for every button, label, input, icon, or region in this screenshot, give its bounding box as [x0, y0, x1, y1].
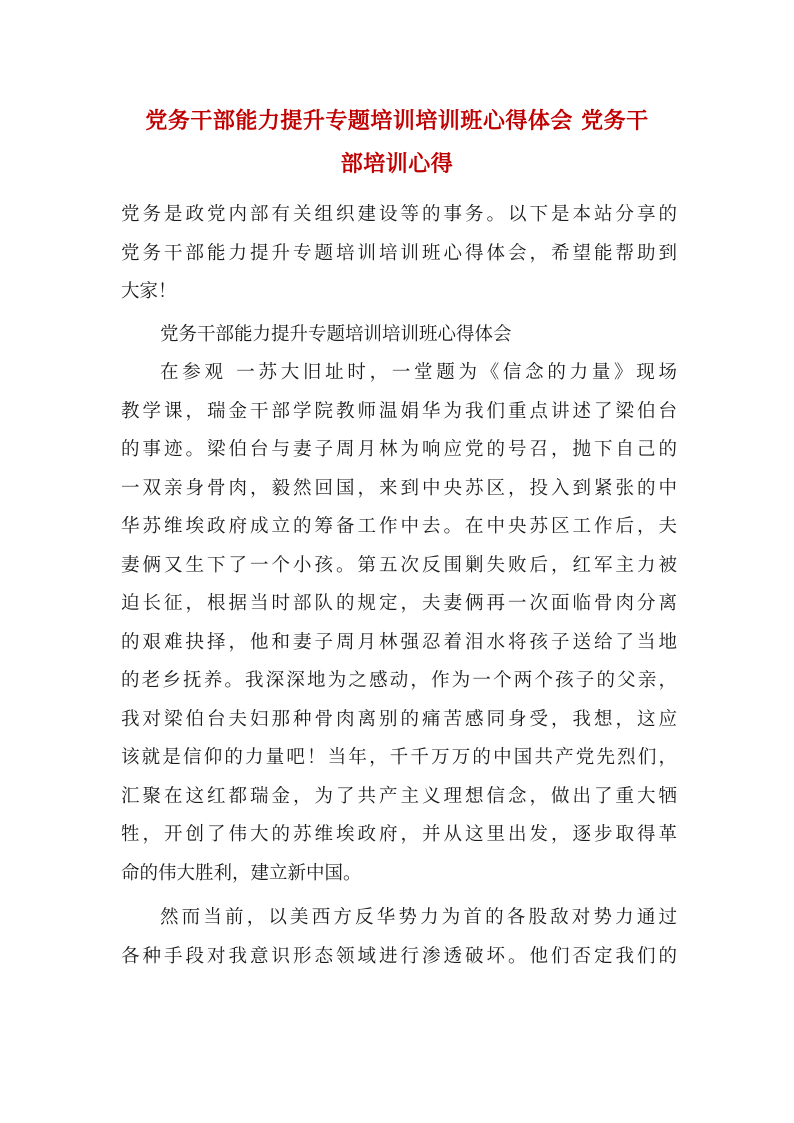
- text-line: 牲，开创了伟大的苏维埃政府，并从这里出发，逐步取得革: [121, 824, 677, 845]
- text-line: 党务是政党内部有关组织建设等的事务。以下是本站分享的: [121, 204, 677, 225]
- text-line: 在参观 一苏大旧址时，一堂题为《信念的力量》现场: [160, 362, 677, 383]
- title-line-1: 党务干部能力提升专题培训培训班心得体会 党务干: [145, 108, 649, 134]
- text-line: 妻俩又生下了一个小孩。第五次反围剿失败后，红军主力被: [121, 554, 677, 576]
- text-line: 一双亲身骨肉，毅然回国，来到中央苏区，投入到紧张的中: [121, 477, 677, 499]
- document-title: [110, 100, 684, 186]
- text-line: 党务干部能力提升专题培训培训班心得体会，希望能帮助到: [121, 242, 677, 264]
- text-line: 然而当前，以美西方反华势力为首的各股敌对势力通过: [160, 907, 677, 928]
- text-line: 各种手段对我意识形态领域进行渗透破坏。他们否定我们的: [121, 945, 677, 967]
- text-line: 该就是信仰的力量吧！当年，千千万万的中国共产党先烈们，: [121, 747, 677, 768]
- document-body: [121, 196, 677, 976]
- text-line: 的老乡抚养。我深深地为之感动，作为一个两个孩子的父亲，: [121, 670, 677, 691]
- paragraph-2: [121, 899, 677, 976]
- text-line: 命的伟大胜利，建立新中国。: [121, 862, 362, 884]
- text-line: 我对梁伯台夫妇那种骨肉离别的痛苦感同身受，我想，这应: [121, 708, 677, 730]
- text-line: 教学课，瑞金干部学院教师温娟华为我们重点讲述了梁伯台: [121, 400, 677, 422]
- intro-paragraph: [121, 196, 677, 312]
- title-line-2: 部培训心得: [340, 151, 454, 177]
- text-line: 的艰难抉择，他和妻子周月林强忍着泪水将孩子送给了当地: [121, 631, 677, 653]
- paragraph-1: [121, 354, 677, 893]
- text-line: 汇聚在这红都瑞金，为了共产主义理想信念，做出了重大牺: [121, 785, 677, 807]
- text-line: 华苏维埃政府成立的筹备工作中去。在中央苏区工作后，夫: [121, 516, 677, 537]
- section-subheading: 党务干部能力提升专题培训培训班心得体会: [160, 323, 512, 345]
- text-line: 大家！: [121, 281, 177, 302]
- text-line: 的事迹。梁伯台与妻子周月林为响应党的号召，抛下自己的: [121, 439, 677, 460]
- text-line: 迫长征，根据当时部队的规定，夫妻俩再一次面临骨肉分离: [121, 593, 677, 614]
